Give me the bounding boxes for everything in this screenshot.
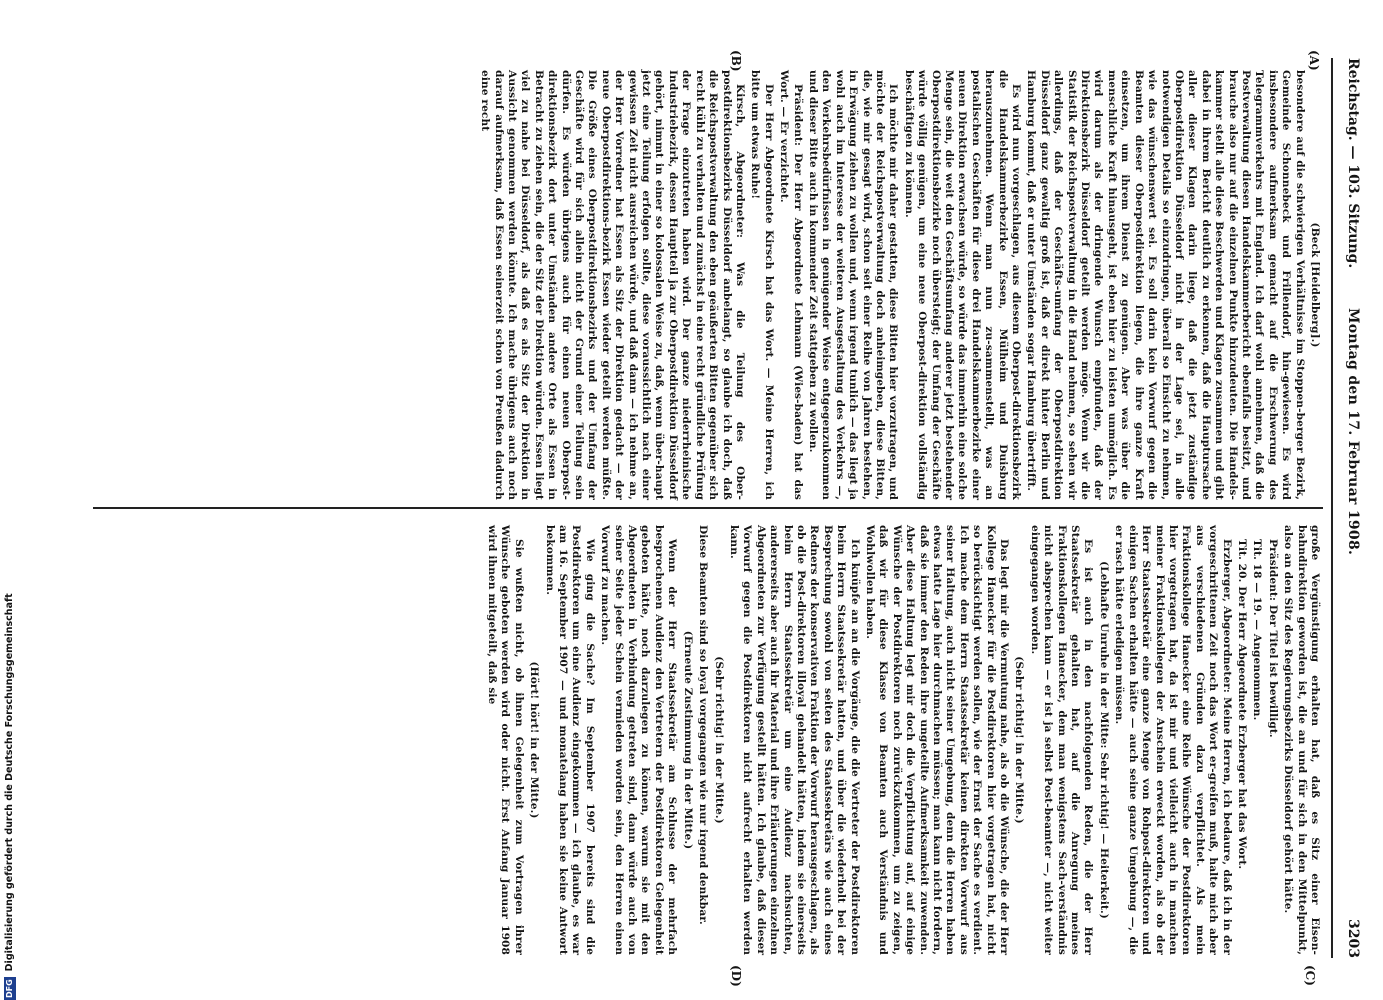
paragraph: große Vergünstigung erhalten hat, daß es Sitz einer Eisen-bahndirektion geworden ist, die an und für sich in den Mittelpunkt, also an den Sitz des Regierungsbezirks Düsseldorf gehört hätte. <box>1282 525 1321 955</box>
header-left: Reichstag. — 103. Sitzung. <box>1345 58 1361 269</box>
column-rule <box>93 507 1323 509</box>
interjection: (Lebhafte Unruhe in der Mitte: Sehr richtig! — Heiterkeit.) <box>1097 561 1110 919</box>
paragraph: Das legt mir die Vermutung nahe, als ob die Wünsche, die der Herr Kollege Hanecker für die Postdirektoren hier vorgetragen hat, nicht so berücksichtigt werden sollen, wie der Ernst der Sache es verdient. Ich mache dem Herrn Staatssekretär keinen direkten Vorwurf aus seiner Haltung, auch nicht seiner Umgebung, denn die Herren haben etwas hatte Lage hier durchmachen müssen; man kann nicht fordern, daß sie immer den Reden ihre ungeteilte Aufmerksamkeit zuwenden. Aber diese Haltung legt mir doch die Verpflichtung auf, auf einige Wünsche der Postdirektoren noch zurückzukommen, um zu zeigen, daß wir für diese Klasse von Beamten auch Verständnis und Wohlwollen haben. <box>864 525 1011 955</box>
paragraph: Sie wußten nicht, ob ihnen Gelegenheit zum Vortragen ihrer Wünsche geboten werden wird oder nicht. Erst Anfang Januar 1908 wird ihnen mitgeteilt, daß sie <box>486 525 525 955</box>
header-rule <box>1331 58 1333 958</box>
margin-marker-b: (B) <box>729 50 743 72</box>
speaker-continuation: (Beck [Heidelberg].) <box>1309 222 1321 348</box>
paragraph: Es ist auch in den nachfolgenden Reden, die der Herr Staatssekretär gehalten hat, auf die Anregung meines Fraktionskollegen Hanecker, dem man wenigstens Sach-verständnis nicht absprechen kann — er ist ja selbst Post-beamter —, nicht weiter eingegangen worden. <box>1028 525 1095 955</box>
president-remark: Präsident: Der Titel ist bewilligt. <box>1266 539 1279 738</box>
title-item: Tit. 20. Der Herr Abgeordnete Erzberger hat das Wort. <box>1235 539 1248 870</box>
paragraph: besondere auf die schwierigen Verhältnisse im Stoppen-berger Bezirk, Gemeinde Schonnebeck und Frillendorf, hin-gewiesen. Es wird insbesondere aufmerksam gemacht auf die Erschwerung des Telegrammverkehrs mit England. Ich darf wohl annehmen, daß die Postverwaltung diesen Handelskammerbericht ebenfalls besitzt, und brauche also nur auf die einzelnen Punkte hinzudeuten. Die Handels-kammer stellt alle diese Beschwerden und Klagen zusammen und gibt dabei in ihrem Bericht deutlich zu erkennen, daß die Hauptursache aller dieser Klagen darin liege, daß die jetzt zuständige Oberpostdirektion Düsseldorf nicht in der Lage sei, in alle notwendigen Details so einzudringen, überall so Einsicht zu nehmen, wie das wünschenswert sei. Es soll darin kein Vorwurf gegen die Beamten dieser Oberpostdirektion liegen, die ihre ganze Kraft einsetzen, um ihrem Dienst zu genügen. Aber was über die menschliche Kraft hinausgeht, ist eben hier zu leisten unmöglich. Es wird darum als der dringende Wunsch empfunden, daß der Direktionsbezirk Düsseldorf geteilt werden möge. Wenn wir die Statistik der Reichspostverwaltung in die Hand nehmen, so sehen wir allerdings, daß der Geschäfts-umfang der Oberpostdirektion Düsseldorf ganz gewaltig groß ist, daß er direkt hinter Berlin und Hamburg kommt, daß er unter Umständen sogar Hamburg übertrifft. <box>1025 70 1306 500</box>
president-remark: Präsident: Der Herr Abgeordnete Lehmann (Wies-baden) hat das Wort. — Er verzichtet. <box>778 70 804 500</box>
interjection: (Erneute Zustimmung in der Mitte.) <box>681 630 694 850</box>
paragraph: Wenn der Herr Staatssekretär am Schlusse der mehrfach besprochenen Audienz den Vertretern der Postdirektoren Gelegenheit geboten hätte, noch darzulegen zu können, warum sie mit den Abgeordneten in Verbindung getreten sind, dann würde auch von seiner Seite jeder Schein vermieden worden sein, den Herren einen Vorwurf zu machen. <box>599 525 679 955</box>
header-date: Montag den 17. Februar 1908. <box>1345 308 1361 556</box>
funding-note: Digitalisierung gefördert durch die Deutsche Forschungsgemeinschaft <box>4 593 15 972</box>
paragraph: Es wird nun vorgeschlagen, aus diesem Oberpost-direktionsbezirk die Handelskammerbezirke Essen, Mülheim und Duisburg herauszunehmen. Wenn man nun zu-sammenstellt, was an postalischen Geschäften für diese drei Handelskammerbezirke einer neuen Direktion erwachsen würde, so würde das immerhin eine solche Menge sein, die weit den Geschäftsumfang anderer jetzt bestehender Oberpostdirektionsbezirke noch übersteigt; der Umfang der Geschäfte würde völlig genügen, um eine neue Oberpost-direktion vollständig beschäftigen zu können. <box>902 70 1023 500</box>
speech-erzberger: Erzberger, Abgeordneter: Meine Herren, ich bedaure, daß ich in der vorgeschrittenen Zeit noch das Wort er-greifen muß, halte mich aber aus verschiedenen Gründen dazu verpflichtet. Als mein Fraktionskollege Hanecker eine Reihe Wünsche der Postdirektoren hier vorgetragen hat, da ist mir und vielleicht auch in manchen meiner Fraktionskollegen der Anschein erweckt worden, als ob der Herr Staatssekretär eine ganze Menge von Rohpost-direktoren und einigen Sachen erhalten hätte — auch seine ganze Umgebung —, die er rasch hätte erledigen müssen. <box>1113 525 1233 955</box>
interjection: (Sehr richtig! in der Mitte.) <box>712 656 725 824</box>
paragraph: Diese Beamten sind so loyal vorgegangen wie nur irgend denkbar. <box>697 525 710 925</box>
funding-sidebar <box>1 0 19 1000</box>
right-column <box>483 525 1321 955</box>
dfg-logo: DFG <box>4 979 14 998</box>
paragraph: Ich möchte mir daher gestatten, diese Bitten hier vorzutragen, und möchte der Reichspostverwaltung doch anheimgeben, diese Bitten, die, wie mir gesagt wird, schon seit einer Reihe von Jahren bestehen, in Erwägung ziehen zu wollen und, wenn irgend tunlich — das liegt ja wohl auch im Interesse der weiteren Ausgestaltung des Verkehrs —, den Verkehrsbedürfnissen in genügender Weise entgegenzukommen und dieser Bitte auch in kommender Zeit stattgeben zu wollen. <box>806 70 900 500</box>
margin-marker-c: (C) <box>1303 965 1317 986</box>
speech-kirsch: Kirsch, Abgeordneter: Was die Teilung des Ober-postdirektionsbezirks Düsseldorf anbelangt, so glaube ich doch, daß die Reichspostverwaltung den eben geäußerten Bitten gegenüber sich recht kühl zu verhalten und zunächst in eine recht gründliche Prüfung der Frage einzutreten haben wird. Der ganze niederrheinische Industriebezirk, dessen Hauptteil ja zur Oberpostdirektion Düsseldorf gehört, nimmt in einer so kolossalen Weise zu, daß, wenn über-haupt jetzt eine Teilung erfolgen sollte, diese voraussichtlich nach einer gewissen Zeit nicht ausreichen würde, und daß dann — ich nehme an, der Herr Vorredner hat Essen als Sitz der Direktion gedacht — der neue Oberpostdirektions-bezirk Essen wieder geteilt werden müßte. Die Größe eines Oberpostdirektionsbezirks und der Umfang der Geschäfte wird für sich allein nicht der Grund einer Teilung sein dürfen. Es würden übrigens auch für einen neuen Oberpost-direktionsbezirk dort unter Umständen andere Orte als Essen in Betracht zu ziehen sein, die der Sitz der Direktion würden. Essen liegt viel zu nahe bei Düsseldorf, als daß es als Sitz der Direktion in Aussicht genommen werden könnte. Ich mache übrigens auch noch darauf aufmerksam, daß Essen seinerzeit schon von Preußen dadurch eine recht <box>479 70 746 500</box>
margin-marker-d: (D) <box>729 965 743 987</box>
margin-marker-a: (A) <box>1307 50 1321 71</box>
paragraph: Ich knüpfe an an die Vorgänge, die die Vertreter der Postdirektoren beim Herrn Staatssekretär hatten, und über die wiederholt bei der Besprechung sowohl von seiten des Staatssekretärs wie auch eines Redners der konservativen Fraktion der Vorwurf herausgeschlagen, als ob die Post-direktoren illoyal gehandelt hätten, indem sie einerseits beim Herrn Staatssekretär um eine Audienz nachsuchten, andererseits aber auch ihr Material und ihre Erläuterungen einzelnen Abgeordneten zur Verfügung gestellt hätten. Ich glaube, daß dieser Vorwurf gegen die Postdirektoren nicht aufrecht erhalten werden kann. <box>727 525 861 955</box>
interjection: (Sehr richtig! in der Mitte.) <box>1013 656 1026 824</box>
page-number: 3203 <box>1345 919 1361 958</box>
left-column <box>476 70 1321 500</box>
president-remark: Der Herr Abgeordnete Kirsch hat das Wort. — Meine Herren, ich bitte um etwas Ruhe! <box>749 70 775 500</box>
page-header <box>1333 58 1367 958</box>
paragraph: Wie ging die Sache? Im September 1907 bereits sind die Postdirektoren um eine Audienz eingekommen — ich glaube, es war am 16. September 1907 — und monatelang haben sie keine Antwort bekommen. <box>543 525 596 955</box>
interjection: (Hört! hört! in der Mitte.) <box>528 661 541 819</box>
title-item: Tit. 18 — 19. — Angenommen. <box>1251 539 1264 721</box>
